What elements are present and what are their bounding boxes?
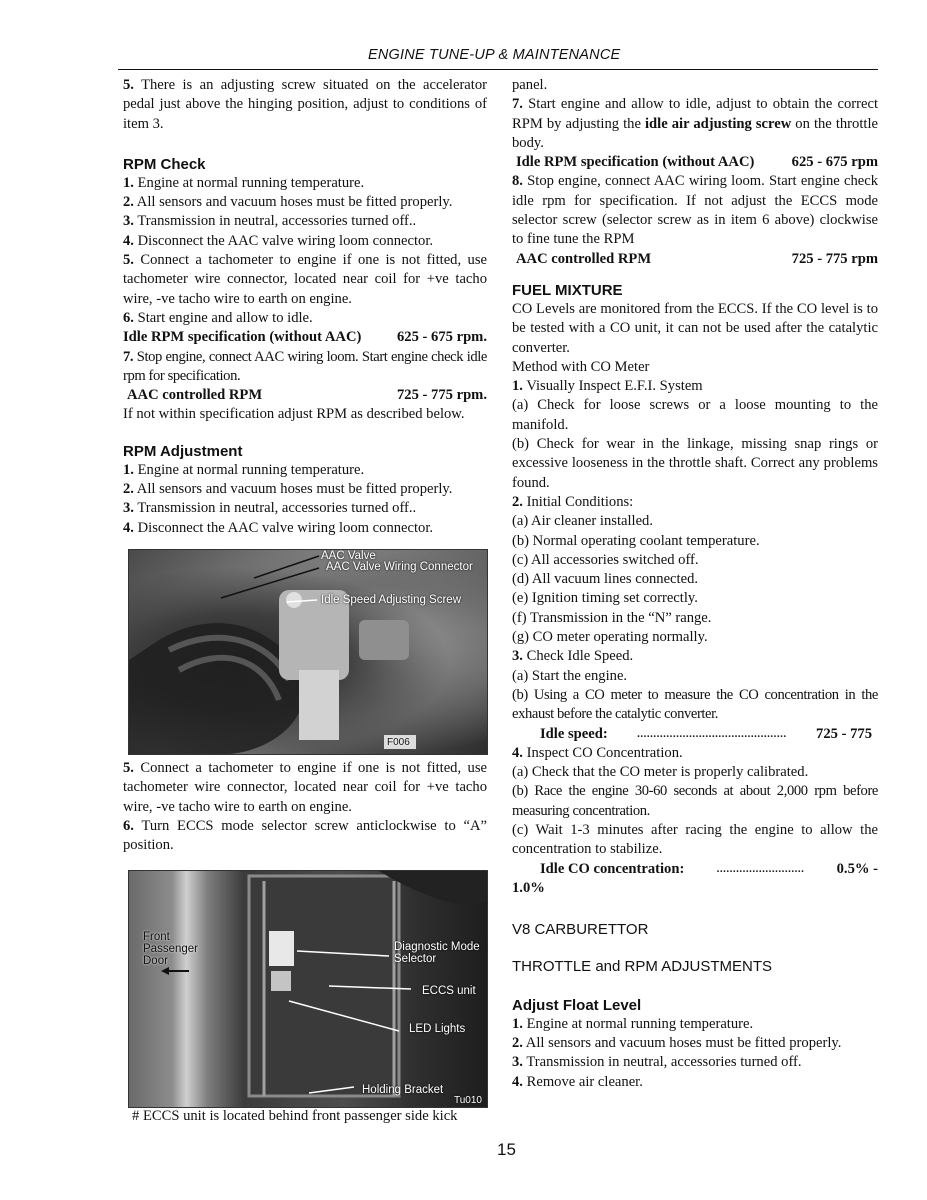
right-item-7: 7. Start engine and allow to idle, adjust to obtain the correct RPM by adjusting the idle air adjusting screw on the throttle body. xyxy=(512,96,878,151)
rpm-adjust-item-4: 4. Disconnect the AAC valve wiring loom connector. xyxy=(123,519,434,536)
rpm-adjust-item-5: 5. Connect a tachometer to engine if one is not fitted, use tachometer wire connector, located near coil for +ve tacho wire, -ve tacho wire to earth on engine. xyxy=(123,760,487,815)
rpm-check-item-2: 2. All sensors and vacuum hoses must be fitted properly. xyxy=(123,194,453,211)
right-item-8: 8. Stop engine, connect AAC wiring loom. Start engine check idle rpm for specification. If not adjust the ECCS mode selector screw (selector screw as in item 6 above) clockwise to fine tune the RPM xyxy=(512,173,878,248)
led-lights-label: LED Lights xyxy=(409,1023,466,1035)
header-title: ENGINE TUNE-UP & MAINTENANCE xyxy=(368,47,621,63)
rpm-adjust-item-6: 6. Turn ECCS mode selector screw anticlockwise to “A” position. xyxy=(123,817,487,854)
float-item-2: 2. All sensors and vacuum hoses must be fitted properly. xyxy=(512,1035,842,1052)
right-column xyxy=(512,76,878,1092)
rpm-check-item-3: 3. Transmission in neutral, accessories turned off.. xyxy=(123,213,417,230)
rpm-adjustment-heading: RPM Adjustment xyxy=(123,442,243,460)
fuel-step-1b: (b) Check for wear in the linkage, missing snap rings or excessive looseness in the throttle shaft. Correct any problems found. xyxy=(512,436,878,491)
photo-code-tu010: Tu010 xyxy=(454,1095,482,1106)
page-header xyxy=(118,47,878,70)
throttle-rpm-heading: THROTTLE and RPM ADJUSTMENTS xyxy=(512,958,773,976)
float-item-1: 1. Engine at normal running temperature. xyxy=(512,1015,754,1032)
fuel-intro: CO Levels are monitored from the ECCS. If the CO level is to be tested with a CO unit, it can not be used after the catalytic converter. xyxy=(512,300,878,356)
rpm-check-item-1: 1. Engine at normal running temperature. xyxy=(123,174,365,191)
rpm-adjust-item-2: 2. All sensors and vacuum hoses must be fitted properly. xyxy=(123,481,453,498)
fuel-step-2f: (f) Transmission in the “N” range. xyxy=(512,609,712,626)
fuel-mixture-heading: FUEL MIXTURE xyxy=(512,281,623,299)
panel-continuation: panel. xyxy=(512,77,548,93)
fuel-step-3a: (a) Start the engine. xyxy=(512,667,628,684)
eccs-caption: # ECCS unit is located behind front passenger side kick xyxy=(132,1108,458,1124)
fuel-step-2a: (a) Air cleaner installed. xyxy=(512,513,654,530)
fuel-step-4c: (c) Wait 1-3 minutes after racing the engine to allow the concentration to stabilize. xyxy=(512,821,878,858)
co-concentration-spec: Idle CO concentration: ........................... 0.5% - xyxy=(540,860,878,877)
adjust-float-level-heading: Adjust Float Level xyxy=(512,996,642,1014)
rpm-check-item-5: 5. Connect a tachometer to engine if one is not fitted, use tachometer wire connector, located near coil for +ve tacho wire, -ve tacho wire to earth on engine. xyxy=(123,252,487,307)
diagnostic-mode-selector-label: Diagnostic Mode Selector xyxy=(394,941,480,965)
rpm-adjust-item-3: 3. Transmission in neutral, accessories turned off.. xyxy=(123,500,417,517)
page-number: 15 xyxy=(497,1140,516,1159)
aac-connector-label: AAC Valve Wiring Connector xyxy=(326,561,473,573)
fuel-step-4a: (a) Check that the CO meter is properly calibrated. xyxy=(512,764,809,781)
fuel-step-2g: (g) CO meter operating normally. xyxy=(512,629,708,646)
rpm-check-item-7: 7. Stop engine, connect AAC wiring loom. Start engine check idle rpm for specification. xyxy=(123,348,487,384)
fuel-step-2d: (d) All vacuum lines connected. xyxy=(512,571,699,588)
left-column xyxy=(123,76,487,538)
idle-speed-spec: Idle speed: .............................................. 725 - 775 xyxy=(540,725,872,742)
fuel-step-4: 4. Inspect CO Concentration. xyxy=(512,744,683,761)
rpm-adjust-item-1: 1. Engine at normal running temperature. xyxy=(123,461,365,478)
fuel-step-4b: (b) Race the engine 30-60 seconds at about 2,000 rpm before measuring concentration. xyxy=(512,783,878,819)
rpm-check-heading: RPM Check xyxy=(123,155,206,173)
aac-valve-label: AAC Valve xyxy=(321,550,376,562)
right-idle-rpm-spec: Idle RPM specification (without AAC) 625 - 675 rpm xyxy=(516,154,878,171)
float-item-4: 4. Remove air cleaner. xyxy=(512,1073,643,1090)
fuel-step-2: 2. Initial Conditions: xyxy=(512,493,634,510)
idle-screw-label: Idle Speed Adjusting Screw xyxy=(321,594,462,606)
fuel-step-1a: (a) Check for loose screws or a loose mounting to the manifold. xyxy=(512,397,878,433)
right-aac-rpm-spec: AAC controlled RPM 725 - 775 rpm xyxy=(516,250,878,267)
fuel-step-2b: (b) Normal operating coolant temperature. xyxy=(512,532,760,549)
aac-valve-photo xyxy=(128,549,488,755)
co-concentration-value2: 1.0% xyxy=(512,879,545,896)
item-5-accelerator: 5. There is an adjusting screw situated on the accelerator pedal just above the hinging position, adjust to conditions of item 3. xyxy=(123,77,487,132)
photo-code-f006: F006 xyxy=(387,737,410,748)
engine-photo-illustration xyxy=(129,550,487,754)
fuel-step-1: 1. Visually Inspect E.F.I. System xyxy=(512,378,703,395)
aac-rpm-spec: AAC controlled RPM 725 - 775 rpm. xyxy=(127,387,487,404)
float-item-3: 3. Transmission in neutral, accessories turned off. xyxy=(512,1054,802,1071)
fuel-method: Method with CO Meter xyxy=(512,358,650,375)
eccs-unit-label: ECCS unit xyxy=(422,985,476,997)
fuel-step-2e: (e) Ignition timing set correctly. xyxy=(512,590,698,607)
rpm-check-item-6: 6. Start engine and allow to idle. xyxy=(123,309,313,326)
holding-bracket-label: Holding Bracket xyxy=(362,1084,444,1096)
left-column-after-photo xyxy=(123,759,487,855)
rpm-check-note: If not within specification adjust RPM as described below. xyxy=(123,406,465,423)
rpm-check-item-4: 4. Disconnect the AAC valve wiring loom connector. xyxy=(123,232,434,249)
v8-carburettor-heading: V8 CARBURETTOR xyxy=(512,921,649,939)
fuel-step-3: 3. Check Idle Speed. xyxy=(512,648,634,665)
fuel-step-2c: (c) All accessories switched off. xyxy=(512,551,699,568)
idle-rpm-spec: Idle RPM specification (without AAC) 625 - 675 rpm. xyxy=(123,329,487,346)
fuel-step-3b: (b) Using a CO meter to measure the CO concentration in the exhaust before the catalytic converter. xyxy=(512,686,878,723)
eccs-unit-photo xyxy=(128,870,488,1108)
front-passenger-door-label: Front Passenger Door xyxy=(143,931,198,967)
